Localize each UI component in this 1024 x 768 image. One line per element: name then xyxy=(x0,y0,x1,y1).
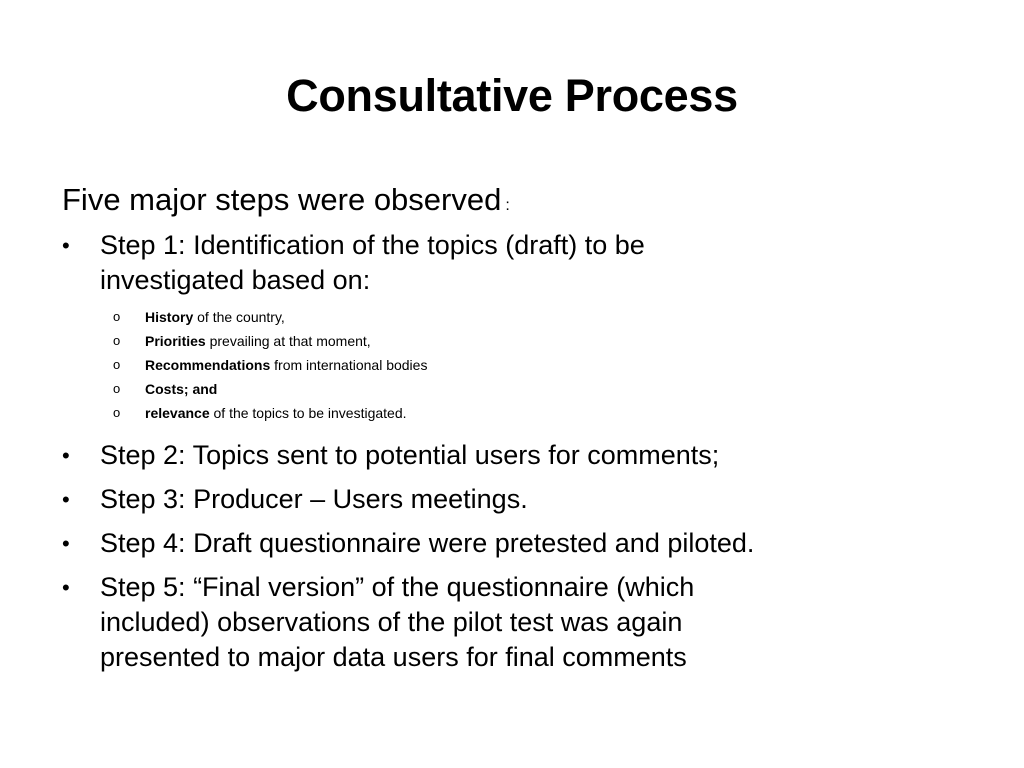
step-4-item xyxy=(62,526,962,561)
criteria-term: History xyxy=(145,309,194,325)
criteria-text: from international bodies xyxy=(270,357,428,373)
slide-body xyxy=(62,180,962,684)
steps-list xyxy=(62,228,962,675)
criteria-item-recommendations xyxy=(100,353,962,377)
circle-bullet-icon: o xyxy=(113,333,121,348)
step-3-line-1: Step 3: Producer – Users meetings. xyxy=(100,484,528,514)
step-3-item xyxy=(62,482,962,517)
intro-line xyxy=(62,180,962,226)
step-5-line-2: included) observations of the pilot test was again xyxy=(100,607,683,637)
criteria-text: prevailing at that moment, xyxy=(205,333,371,349)
step-5-line-3: presented to major data users for final comments xyxy=(100,642,687,672)
step-1-criteria-list xyxy=(100,305,962,425)
criteria-item-history xyxy=(100,305,962,329)
intro-colon: : xyxy=(505,197,510,214)
circle-bullet-icon: o xyxy=(113,381,121,396)
bullet-icon: • xyxy=(62,233,70,258)
bullet-icon: • xyxy=(62,487,70,512)
step-2-item xyxy=(62,438,962,473)
criteria-item-relevance xyxy=(100,401,962,425)
step-1-line-2: investigated based on: xyxy=(100,265,371,295)
criteria-term: relevance xyxy=(145,405,210,421)
bullet-icon: • xyxy=(62,531,70,556)
intro-text: Five major steps were observed xyxy=(62,182,502,217)
step-4-line-1: Step 4: Draft questionnaire were pretested and piloted. xyxy=(100,528,755,558)
criteria-term: Recommendations xyxy=(145,357,271,373)
criteria-text: of the topics to be investigated. xyxy=(209,405,407,421)
step-2-line-1: Step 2: Topics sent to potential users for comments; xyxy=(100,440,720,470)
circle-bullet-icon: o xyxy=(113,357,121,372)
step-5-item xyxy=(62,570,962,675)
bullet-icon: • xyxy=(62,575,70,600)
circle-bullet-icon: o xyxy=(113,309,121,324)
criteria-text: of the country, xyxy=(193,309,285,325)
bullet-icon: • xyxy=(62,443,70,468)
slide-title: Consultative Process xyxy=(286,70,738,121)
criteria-item-priorities xyxy=(100,329,962,353)
criteria-item-costs xyxy=(100,377,962,401)
step-5-line-1: Step 5: “Final version” of the questionnaire (which xyxy=(100,572,695,602)
circle-bullet-icon: o xyxy=(113,405,121,420)
criteria-term: Priorities xyxy=(145,333,206,349)
step-1-line-1: Step 1: Identification of the topics (draft) to be xyxy=(100,230,645,260)
step-1-item xyxy=(62,228,962,425)
criteria-term: Costs; and xyxy=(145,381,218,397)
